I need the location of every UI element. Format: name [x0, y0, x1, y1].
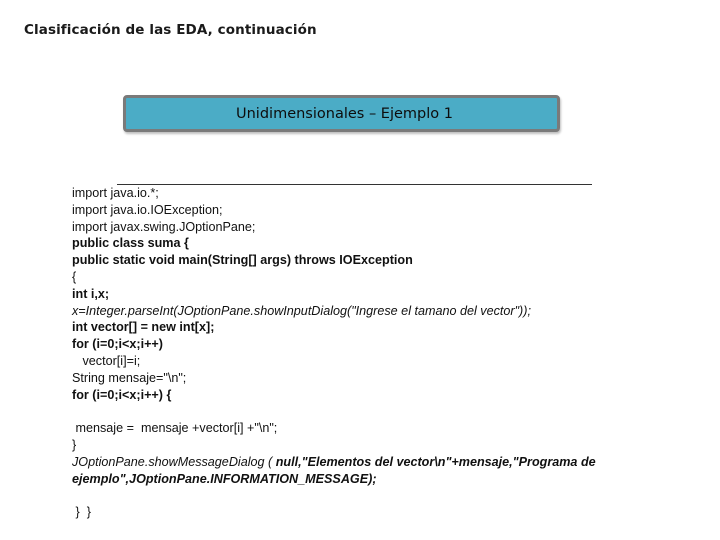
code-line-parse-input: x=Integer.parseInt(JOptionPane.showInputDialog("Ingrese el tamano del vector")); [72, 303, 531, 318]
code-line-second-for: for (i=0;i<x;i++) { [72, 387, 172, 402]
code-line-import-io: import java.io.*; [72, 186, 159, 200]
slide-title: Clasificación de las EDA, continuación [24, 22, 317, 38]
code-block [72, 185, 692, 521]
code-line-import-joptionpane: import javax.swing.JOptionPane; [72, 219, 256, 234]
code-line-import-ioexception: import java.io.IOException; [72, 202, 223, 217]
code-line-mensaje-init: String mensaje="\n"; [72, 370, 187, 385]
code-line-blank [72, 403, 692, 420]
example-title-text: Unidimensionales – Ejemplo 1 [236, 105, 453, 122]
code-line-mensaje-concat: mensaje = mensaje +vector[i] +"\n"; [72, 421, 278, 436]
code-line-show-message-call: JOptionPane.showMessageDialog ( [72, 454, 273, 469]
code-line-main-method: public static void main(String[] args) throws IOException [72, 253, 413, 268]
code-line-show-message [72, 454, 692, 471]
code-line-closing-braces: } } [72, 505, 91, 520]
code-line-vector-assign: vector[i]=i; [72, 353, 141, 368]
code-line-vector-declaration: int vector[] = new int[x]; [72, 320, 215, 335]
code-line-class-declaration: public class suma { [72, 236, 189, 251]
example-title-box [123, 95, 560, 132]
code-line-blank-2 [72, 487, 692, 504]
code-line-open-brace: { [72, 269, 77, 284]
code-line-show-message-args: null,"Elementos del vector\n"+mensaje,"Programa de [272, 454, 596, 469]
code-line-int-declaration: int i,x; [72, 286, 110, 301]
code-line-first-for: for (i=0;i<x;i++) [72, 337, 163, 352]
code-line-show-message-end: ejemplo",JOptionPane.INFORMATION_MESSAGE); [72, 471, 377, 486]
code-line-close-brace: } [72, 437, 77, 452]
